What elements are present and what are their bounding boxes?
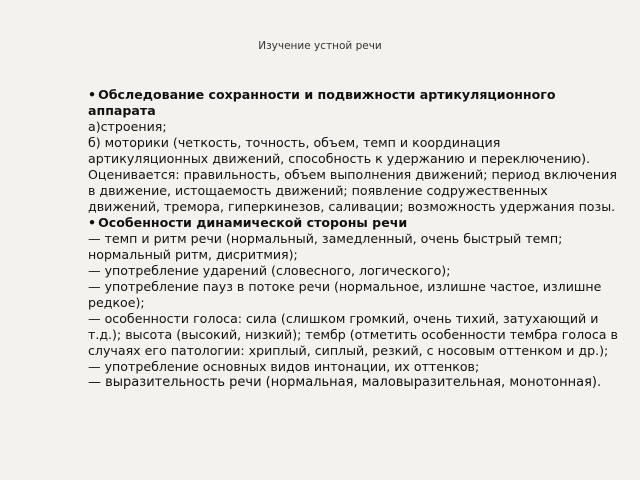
heading-text: Обследование сохранности и подвижности артикуляционного аппарата — [88, 87, 556, 118]
text-line: б) моторики (четкость, точность, объем, темп и координация артикуляционных движений, способность к удержанию и переключению). — [88, 135, 591, 166]
slide-title: Изучение устной речи — [258, 40, 382, 52]
text-line: — темп и ритм речи (нормальный, замедленный, очень быстрый темп; нормальный ритм, дисритмия); — [88, 231, 563, 262]
section-heading-articulation — [88, 87, 618, 119]
bullet-icon: • — [88, 87, 97, 102]
text-line: — особенности голоса: сила (слишком громкий, очень тихий, затухающий и т.д.); высота (высокий, низкий); тембр (отметить особенности тембра голоса в случаях его патологии: хриплый, сиплый, резкий, с носовым оттенком и др.); — [88, 311, 618, 358]
text-line: — употребление пауз в потоке речи (нормальное, излишне частое, излишне редкое); — [88, 279, 602, 310]
text-line: Оценивается: правильность, объем выполнения движений; период включения в движение, истощаемость движений; появление содружественных движений, тремора, гиперкинезов, саливации; возможность удержания позы. — [88, 167, 617, 214]
heading-text: Особенности динамической стороны речи — [98, 215, 408, 230]
text-line: — выразительность речи (нормальная, маловыразительная, монотонная). — [88, 375, 602, 390]
text-line: — употребление ударений (словесного, логического); — [88, 263, 451, 278]
bullet-icon: • — [88, 215, 97, 230]
text-line: — употребление основных видов интонации, их оттенков; — [88, 359, 480, 374]
slide-content — [88, 87, 618, 391]
section-heading-dynamics — [88, 215, 618, 231]
text-line: а)строения; — [88, 119, 167, 134]
